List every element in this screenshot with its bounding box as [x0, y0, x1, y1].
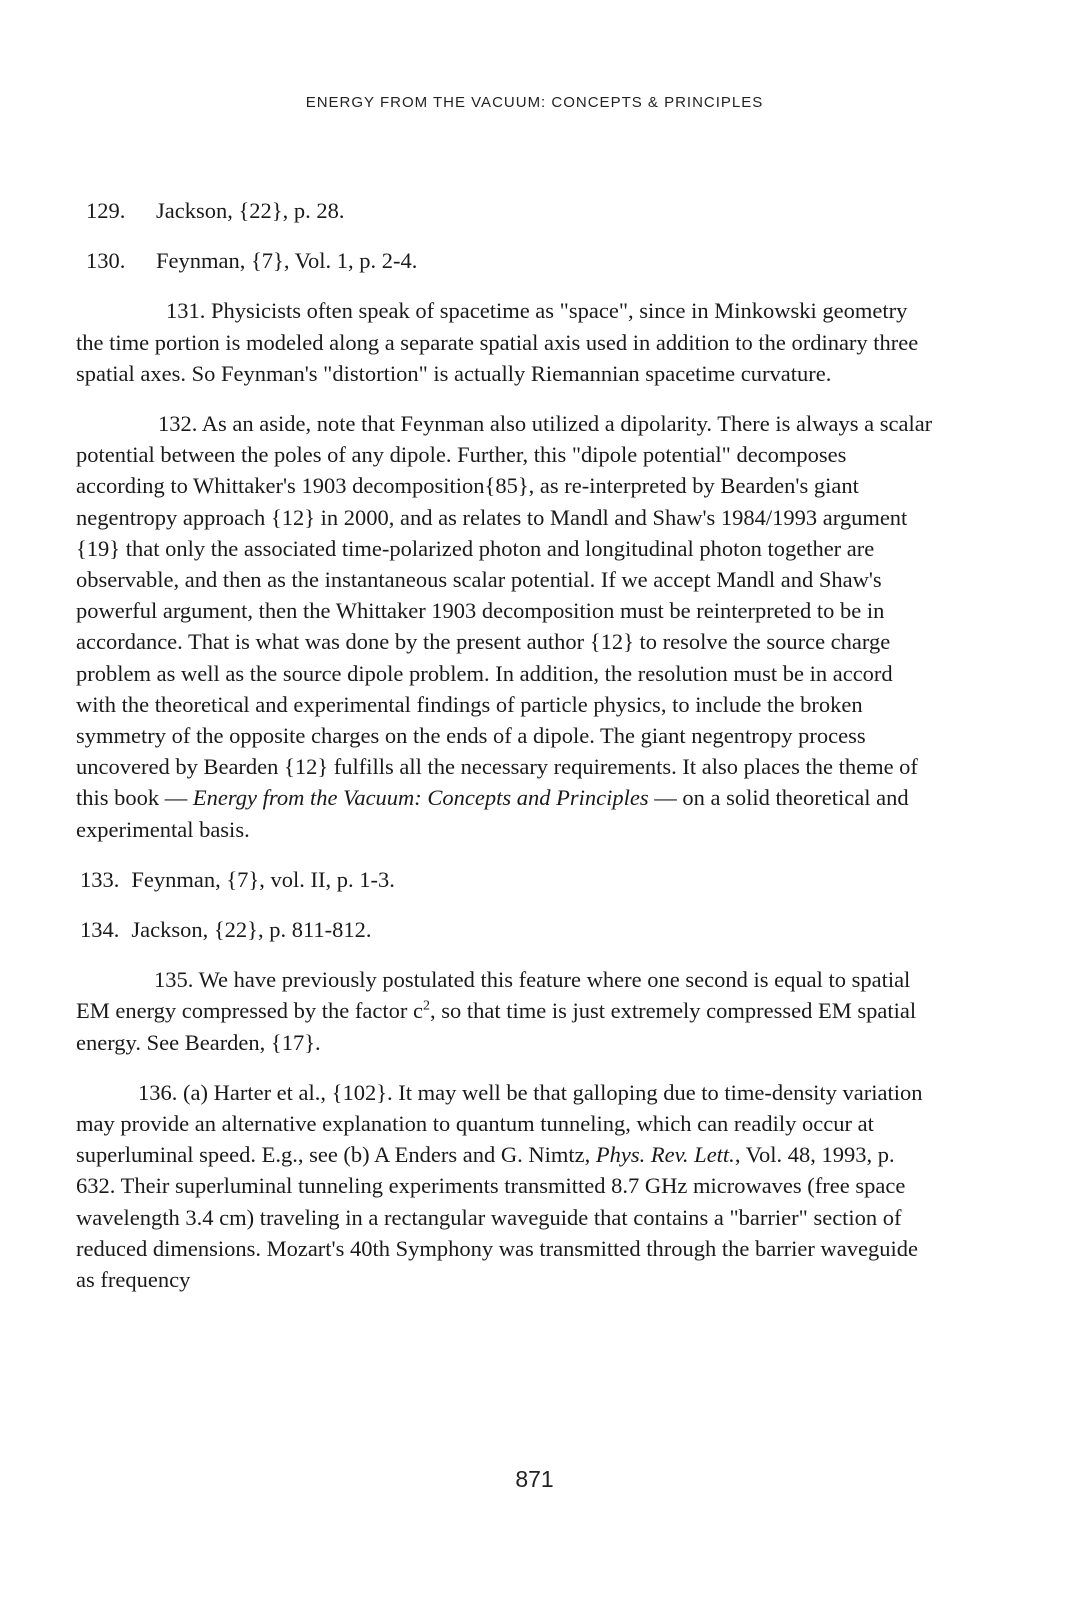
note-136: [76, 1077, 936, 1295]
note-text: As an aside, note that Feynman also utilized a dipolarity. There is always a scalar potential between the poles of any dipole. Further, this "dipole potential" decomposes according to Whittaker's 1903 decomposition{85}, as re-interpreted by Bearden's giant negentropy approach {12} in 2000, and as relates to Mandl and Shaw's 1984/1993 argument {19} that only the associated time-polarized photon and longitudinal photon together are observable, and then as the instantaneous scalar potential. If we accept Mandl and Shaw's powerful argument, then the Whittaker 1903 decomposition must be reinterpreted to be in accordance. That is what was done by the present author {12} to resolve the source charge problem as well as the source dipole problem. In addition, the resolution must be in accord with the theoretical and experimental findings of particle physics, to include the broken symmetry of the opposite charges on the ends of a dipole. The giant negentropy process uncovered by Bearden {12} fulfills all the necessary requirements. It also places the theme of this book —: [76, 411, 933, 811]
note-129: [76, 195, 936, 226]
note-number: 129.: [86, 198, 126, 223]
page-number: 871: [515, 1466, 554, 1492]
note-text: Feynman, {7}, Vol. 1, p. 2-4.: [156, 248, 418, 274]
note-text: Physicists often speak of spacetime as "space", since in Minkowski geometry the time portion is modeled along a separate spatial axis used in addition to the ordinary three spatial axes. So Feynman's "distortion" is actually Riemannian spacetime curvature.: [76, 298, 919, 386]
journal-title: Phys. Rev. Lett.: [595, 1142, 735, 1168]
note-number: 136.: [138, 1079, 178, 1105]
note-text-tail: — on a solid theoretical and experimental basis.: [76, 785, 909, 842]
note-132: [76, 408, 936, 845]
note-number: 134.: [80, 917, 120, 943]
note-131: [76, 295, 936, 389]
note-number: 131.: [166, 298, 206, 324]
note-number: 135.: [154, 967, 194, 993]
note-133: [76, 864, 936, 895]
note-text: (a) Harter et al., {102}. It may well be that galloping due to time-density variation may provide an alternative explanation to quantum tunneling, which can readily occur at superluminal speed. E.g., see (b) A Enders and G. Nimtz,: [76, 1079, 923, 1168]
note-135: [76, 964, 936, 1058]
note-134: [76, 914, 936, 945]
endnotes: [76, 195, 936, 1314]
note-number: 130.: [86, 248, 126, 274]
note-text-tail: , so that time is just extremely compressed EM spatial energy. See Bearden, {17}.: [76, 998, 917, 1055]
note-text-tail: , Vol. 48, 1993, p. 632. Their superluminal tunneling experiments transmitted 8.7 GHz microwaves (free space wavelength 3.4 cm) traveling in a rectangular waveguide that contains a "barrier" section of reduced dimensions. Mozart's 40th Symphony was transmitted through the barrier waveguide as frequency: [76, 1142, 918, 1293]
note-text: Jackson, {22}, p. 28.: [156, 198, 345, 223]
running-head: ENERGY FROM THE VACUUM: CONCEPTS & PRINCIPLES: [305, 94, 764, 111]
note-130: [76, 245, 936, 276]
note-text: We have previously postulated this feature where one second is equal to spatial EM energy compressed by the factor c: [76, 967, 911, 1024]
book-title: Energy from the Vacuum: Concepts and Principles: [192, 785, 649, 811]
note-number: 133.: [80, 866, 120, 892]
note-text: Feynman, {7}, vol. II, p. 1-3.: [131, 866, 395, 892]
note-number: 132.: [158, 411, 198, 437]
note-text: Jackson, {22}, p. 811-812.: [131, 917, 372, 943]
superscript: 2: [422, 998, 430, 1014]
